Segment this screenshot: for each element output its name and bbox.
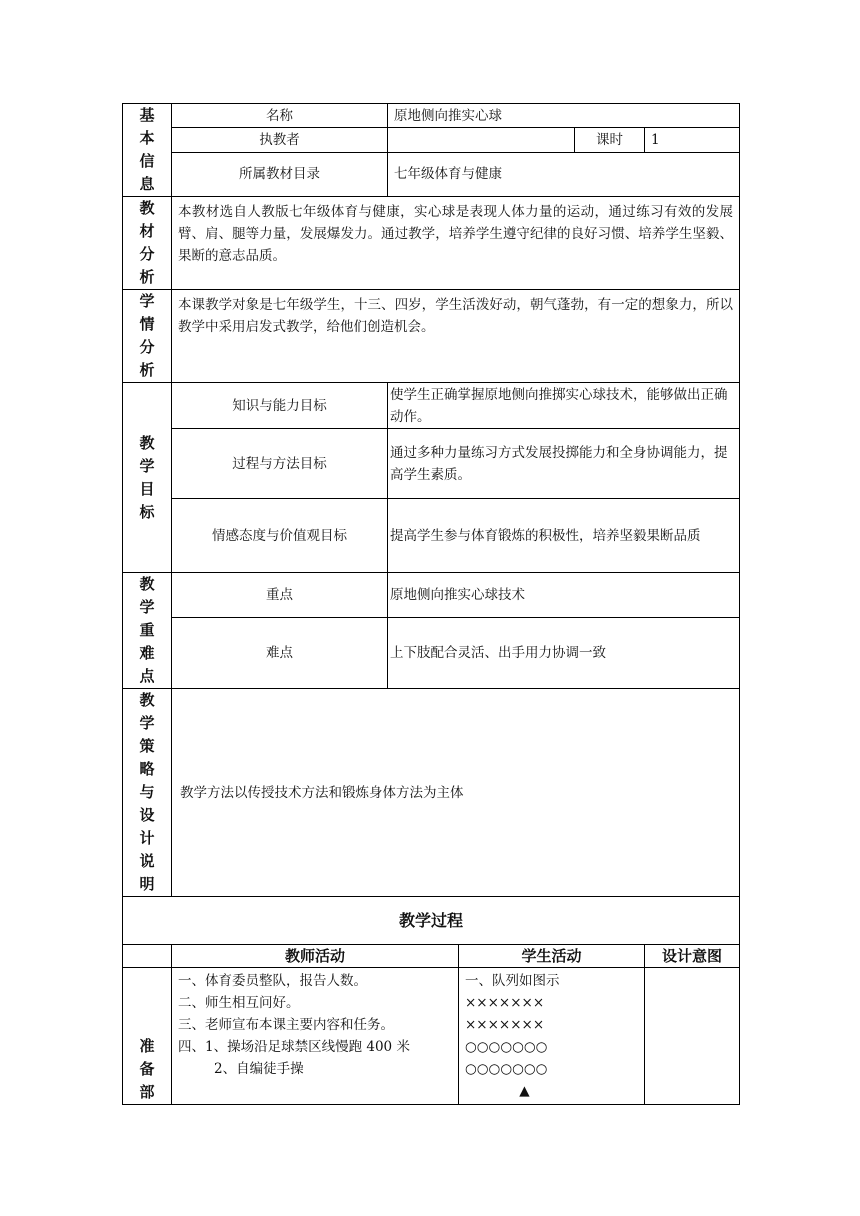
design-intent-header: 设计意图: [645, 945, 740, 968]
material-analysis-text: 本教材选自人教版七年级体育与健康，实心球是表现人体力量的运动，通过练习有效的发展臂、肩、腿等力量，发展爆发力。通过教学，培养学生遵守纪律的良好习惯、培养学生坚毅、果断的意志品质。: [172, 197, 740, 290]
teacher-activity-list: [172, 968, 459, 1105]
strategy-text: 教学方法以传授技术方法和锻炼身体方法为主体: [172, 689, 740, 897]
goal-text: 使学生正确掌握原地侧向推掷实心球技术，能够做出正确动作。: [388, 383, 740, 429]
student-analysis-label: 学情分析: [123, 290, 172, 383]
difficult-point-text: 上下肢配合灵活、出手用力协调一致: [388, 617, 740, 688]
list-item: 四、1、操场沿足球禁区线慢跑 400 米: [178, 1039, 410, 1055]
list-item: 一、队列如图示: [465, 973, 560, 989]
design-intent-cell: [645, 968, 740, 1105]
hours-label: 课时: [575, 128, 645, 152]
process-corner: [123, 945, 172, 968]
teacher-value: [388, 128, 575, 152]
name-value: 原地侧向推实心球: [388, 104, 740, 128]
goal-text: 提高学生参与体育锻炼的积极性，培养坚毅果断品质: [388, 499, 740, 573]
goal-label: 知识与能力目标: [172, 383, 388, 429]
basic-info-label: 基本信息: [123, 104, 172, 197]
lesson-plan-table: [122, 103, 739, 1105]
teacher-activity-header: 教师活动: [172, 945, 459, 968]
goal-text: 通过多种力量练习方式发展投掷能力和全身协调能力，提高学生素质。: [388, 429, 740, 499]
key-point-text: 原地侧向推实心球技术: [388, 573, 740, 618]
formation-row: ×××××××: [465, 1017, 545, 1033]
formation-row: ○○○○○○○: [465, 1061, 548, 1077]
student-activity-list: [459, 968, 645, 1105]
key-point-label: 重点: [172, 573, 388, 618]
material-analysis-label: 教材分析: [123, 197, 172, 290]
difficult-point-label: 难点: [172, 617, 388, 688]
prep-section-label: 准备部: [123, 968, 172, 1105]
process-title: 教学过程: [123, 897, 740, 945]
catalog-label: 所属教材目录: [172, 152, 388, 197]
formation-row: ○○○○○○○: [465, 1039, 548, 1055]
goal-label: 情感态度与价值观目标: [172, 499, 388, 573]
key-difficult-label: 教学重难点: [123, 573, 172, 689]
list-item: 一、体育委员整队，报告人数。: [178, 973, 367, 989]
list-item: 二、师生相互问好。: [178, 995, 300, 1011]
teaching-goals-label: 教学目标: [123, 383, 172, 573]
formation-row: ×××××××: [465, 995, 545, 1011]
student-analysis-text: 本课教学对象是七年级学生，十三、四岁，学生活泼好动，朝气蓬勃，有一定的想象力，所以教学中采用启发式教学，给他们创造机会。: [172, 290, 740, 383]
list-item: 三、老师宣布本课主要内容和任务。: [178, 1017, 394, 1033]
catalog-value: 七年级体育与健康: [388, 152, 740, 197]
goal-label: 过程与方法目标: [172, 429, 388, 499]
strategy-label: 教学策略与设计说明: [123, 689, 172, 897]
teacher-label: 执教者: [172, 128, 388, 152]
teacher-position-marker: ▲: [519, 1083, 530, 1099]
student-activity-header: 学生活动: [459, 945, 645, 968]
hours-value: 1: [645, 128, 740, 152]
list-item: 2、自编徒手操: [214, 1061, 304, 1077]
name-label: 名称: [172, 104, 388, 128]
